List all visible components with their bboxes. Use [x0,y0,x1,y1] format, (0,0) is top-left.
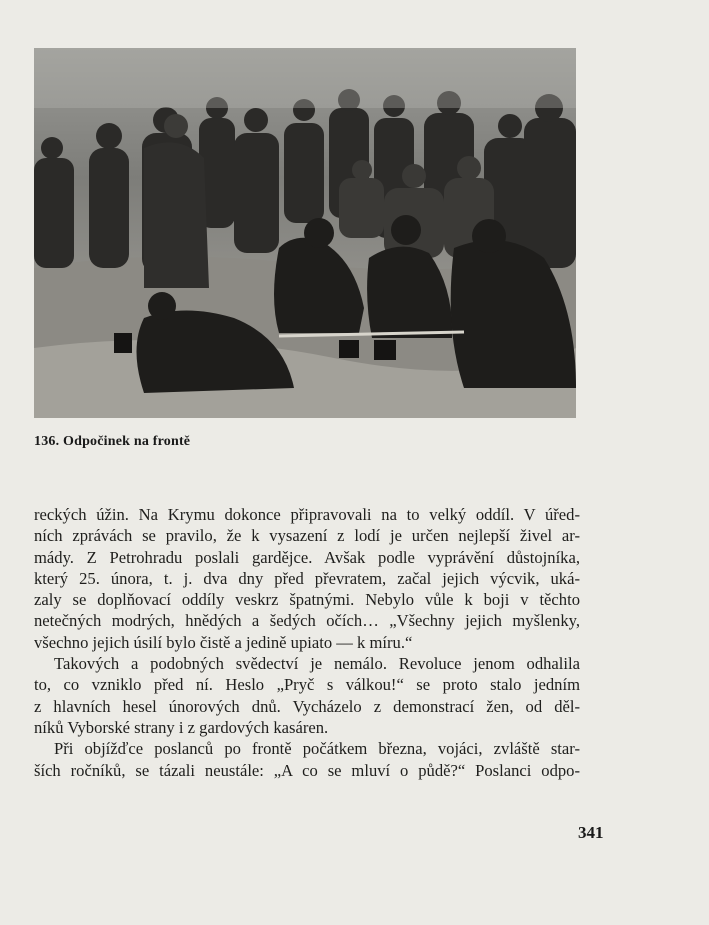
text-line: to, co vzniklo před ní. Heslo „Pryč s válkou!“ se proto stalo jedním [34,675,580,695]
text-line: zaly se doplňovací oddíly veskrz špatnými. Nebylo vůle k boji v těchto [34,590,580,610]
text-line: ních zprávách se pravilo, že k vysazení z lodí je určen nejlepší živel ar- [34,526,580,546]
text-line: Takových a podobných svědectví je nemálo. Revoluce jenom odhalila [54,654,580,674]
text-line: níků Vyborské strany i z gardových kasáren. [34,717,329,737]
text-line: ších ročníků, se tázali neustále: „A co se mluví o půdě?“ Poslanci odpo- [34,760,580,780]
text-line: netečných modrých, hnědých a šedých očích… „Všechny jejich myšlenky, [34,611,580,631]
figure-caption: 136. Odpočinek na frontě [34,434,191,449]
photograph-soldiers-resting [34,48,576,418]
text-line: mády. Z Petrohradu poslali gardějce. Avšak podle vyprávění důstojníka, [34,547,580,567]
text-line: který 25. února, t. j. dva dny před převratem, začal jejich výcvik, uká- [34,568,580,588]
text-line: z hlavních hesel únorových dnů. Vycházelo z demonstrací žen, od děl- [34,696,580,716]
text-line: reckých úžin. Na Krymu dokonce připravovali na to velký oddíl. V úřed- [34,505,580,524]
page-number: 341 [578,823,604,842]
text-line: všechno jejich úsilí bylo čistě a jedině upiato — k míru.“ [34,632,413,652]
text-line: Při objížďce poslanců po frontě počátkem března, vojáci, zvláště star- [54,739,580,759]
body-text [34,504,580,781]
